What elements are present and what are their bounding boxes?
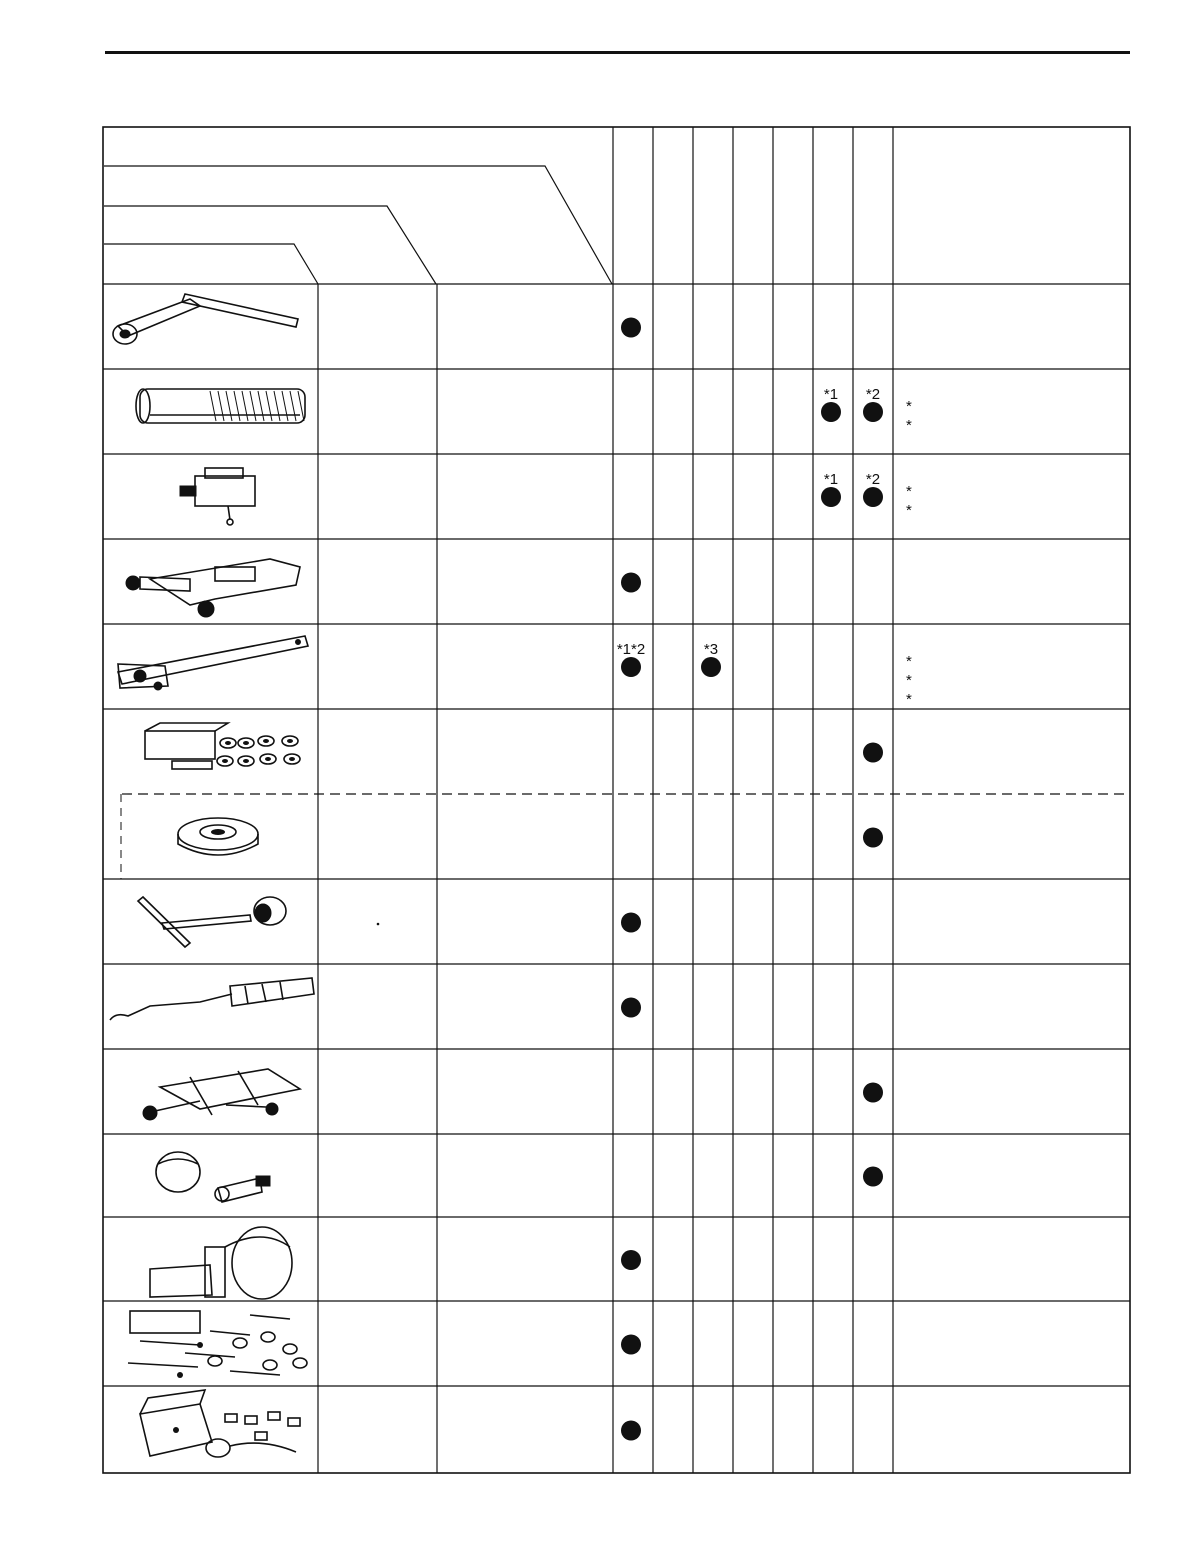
bearing-puller-icon: [143, 1069, 300, 1120]
t-handle-socket-wrench-icon: [113, 294, 298, 344]
mark-dot: [821, 487, 841, 507]
mark-dot: [621, 998, 641, 1018]
mark-dot: [863, 1167, 883, 1187]
mark-dot: [701, 657, 721, 677]
header-wedge-1: [104, 166, 612, 284]
mark-label: *1*2: [616, 641, 646, 658]
mark-dot: [621, 318, 641, 338]
note-asterisk: *: [906, 672, 912, 689]
hook-screwdriver-icon: [110, 978, 314, 1020]
gear-puller-icon: [126, 559, 300, 617]
tool-illustrations: [110, 294, 314, 1457]
bushing-driver-pair-icon: [156, 1152, 270, 1202]
mark-label: *1: [823, 471, 839, 488]
tool-case-set-icon: [140, 1390, 300, 1457]
mark-dot: [621, 913, 641, 933]
note-asterisk: *: [906, 398, 912, 415]
stray-dot: [377, 923, 380, 926]
small-press-fixture-icon: [180, 468, 255, 525]
holding-wrench-icon: [118, 636, 308, 690]
table-border: [103, 127, 1130, 1473]
mark-label: *3: [703, 641, 719, 658]
mark-dot: [621, 657, 641, 677]
table-grid: [103, 127, 1130, 1473]
mark-dot: [621, 1335, 641, 1355]
mark-label: *2: [865, 471, 881, 488]
note-asterisk: *: [906, 691, 912, 708]
note-asterisk: *: [906, 417, 912, 434]
mark-dot: [621, 1250, 641, 1270]
header-wedge-3: [104, 244, 318, 284]
note-asterisk: *: [906, 653, 912, 670]
mark-dot: [863, 487, 883, 507]
note-asterisks: [906, 398, 912, 708]
note-asterisk: *: [906, 502, 912, 519]
mark-label: *1: [823, 386, 839, 403]
mark-dot: [863, 402, 883, 422]
mark-label: *2: [865, 386, 881, 403]
mark-dot: [863, 743, 883, 763]
mark-dot: [621, 573, 641, 593]
mark-dot: [863, 828, 883, 848]
mark-dot: [621, 1421, 641, 1441]
t-bar-puller-icon: [138, 897, 286, 947]
header-wedges: [104, 166, 612, 284]
mark-dot: [863, 1083, 883, 1103]
hex-drive-socket-icon: [150, 1227, 292, 1299]
installer-disc-icon: [178, 818, 258, 855]
service-tool-kit-icon: [128, 1311, 307, 1378]
note-asterisk: *: [906, 483, 912, 500]
installer-set-icon: [145, 723, 300, 769]
mark-dot: [821, 402, 841, 422]
knurled-sleeve-tool-icon: [136, 389, 305, 423]
header-wedge-2: [104, 206, 436, 284]
